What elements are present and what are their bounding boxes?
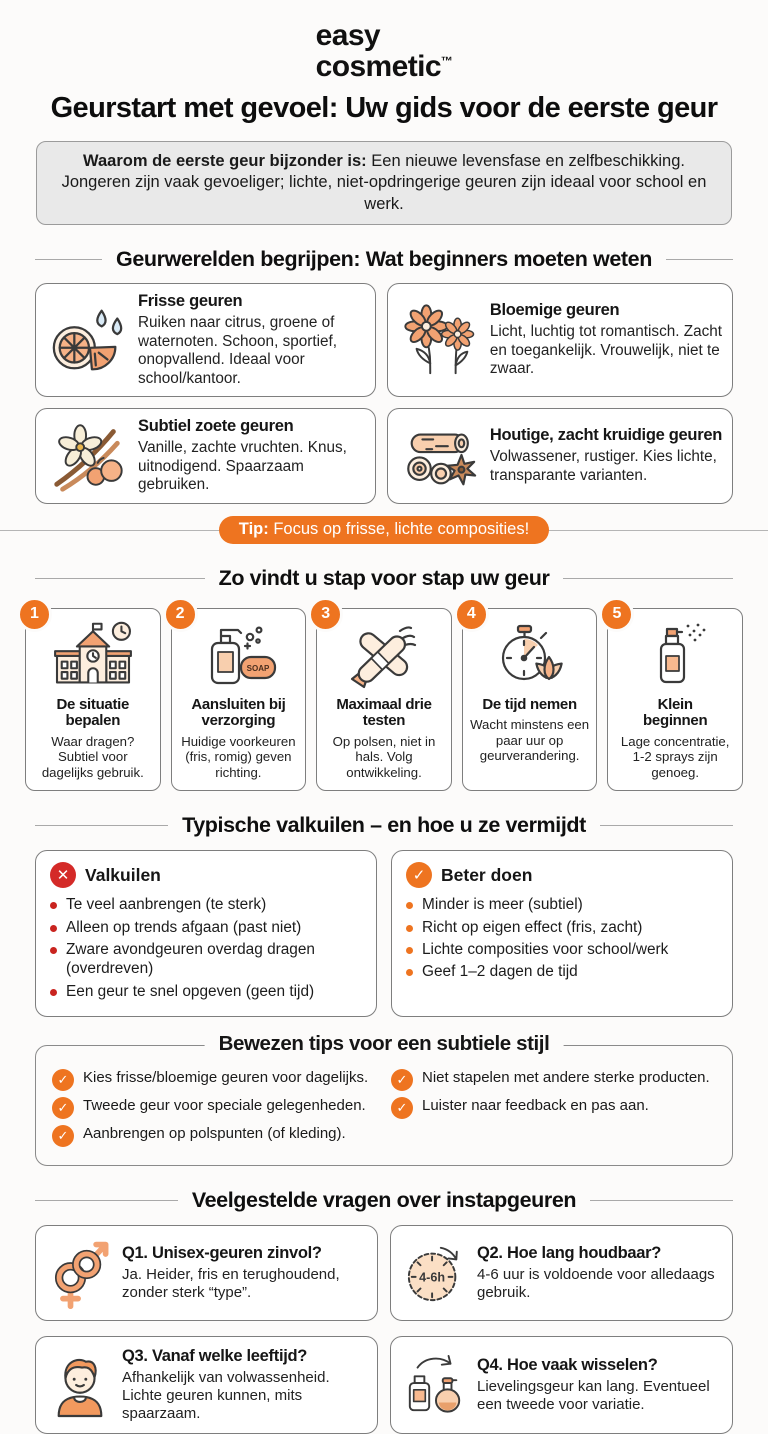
tip-item: ✓ Aanbrengen op polspunten (of kleding). <box>52 1125 377 1147</box>
unisex-icon <box>48 1236 112 1310</box>
faq-question: Q4. Hoe vaak wisselen? <box>477 1356 658 1375</box>
brand-line2: cosmetic™ <box>315 50 453 84</box>
intro-body: Een nieuwe levensfase en zelfbeschikking. Jongeren zijn vaak gevoeliger; lichte, niet-opdringerige geuren zijn ideaal voor school en werk. <box>61 151 707 213</box>
bullet-dot <box>406 947 413 954</box>
world-card-title: Subtiel zoete geuren <box>138 417 294 436</box>
cross-icon: ✕ <box>50 862 76 888</box>
step-title: De tijd nemen <box>482 695 577 713</box>
list-item: Richt op eigen effect (fris, zacht) <box>406 918 718 937</box>
svg-text:4-6h: 4-6h <box>419 1271 446 1286</box>
list-item: Een geur te snel opgeven (geen tijd) <box>50 982 362 1001</box>
tips-heading: Bewezen tips voor een subtiele stijl <box>205 1032 564 1056</box>
faq-answer: Lievelingsgeur kan lang. Eventueel een tweede voor variatie. <box>477 1378 710 1414</box>
list-item: Te veel aanbrengen (te sterk) <box>50 895 362 914</box>
tip-item: ✓ Tweede geur voor speciale gelegenheden. <box>52 1097 377 1119</box>
check-icon: ✓ <box>52 1097 74 1119</box>
faq-question: Q1. Unisex-geuren zinvol? <box>122 1244 322 1263</box>
faq-card-q2 <box>390 1225 733 1321</box>
bullet-dot <box>50 925 57 932</box>
spray-icon <box>613 619 737 691</box>
tip-pill <box>219 516 549 544</box>
step-number-badge: 2 <box>163 597 198 632</box>
faq-card-q1 <box>35 1225 378 1321</box>
step-card-1 <box>25 605 161 792</box>
bullet-dot <box>406 902 413 909</box>
faq-question: Q3. Vanaf welke leeftijd? <box>122 1347 308 1366</box>
vanilla-fruit-icon <box>46 419 130 493</box>
soap-icon <box>177 619 301 691</box>
stopwatch-icon <box>468 619 592 691</box>
world-card-text: Vanille, zachte vruchten. Knus, uitnodigend. Spaarzaam gebruiken. <box>138 439 347 494</box>
step-number-badge: 5 <box>599 597 634 632</box>
tip-label: Tip: <box>238 519 269 538</box>
step-text: Lage concentratie, 1-2 sprays zijn genoeg. <box>620 733 730 780</box>
intro-lead: Waarom de eerste geur bijzonder is: <box>83 151 367 170</box>
pitfalls-card <box>35 850 377 1017</box>
pitfalls-card-title: Valkuilen <box>85 864 161 885</box>
bullet-dot <box>50 902 57 909</box>
tips-left-column <box>52 1066 377 1153</box>
step-number-badge: 4 <box>454 597 489 632</box>
bullet-dot <box>406 969 413 976</box>
faq-grid <box>35 1225 733 1434</box>
bottles-swap-icon <box>403 1352 467 1418</box>
bullet-dot <box>50 989 57 996</box>
list-item: Geef 1–2 dagen de tijd <box>406 962 718 981</box>
step-text: Wacht minstens een paar uur op geurverandering. <box>470 717 590 764</box>
step-text: Huidige voorkeuren (fris, romig) geven richting. <box>181 733 296 780</box>
check-icon: ✓ <box>406 862 432 888</box>
step-card-4 <box>462 605 598 792</box>
list-item: Zware avondgeuren overdag dragen (overdreven) <box>50 940 362 979</box>
world-card-title: Houtige, zacht kruidige geuren <box>489 426 722 445</box>
faq-card-q4 <box>390 1336 733 1434</box>
check-icon: ✓ <box>391 1069 413 1091</box>
world-card-title: Frisse geuren <box>138 292 243 311</box>
faq-card-q3 <box>35 1336 378 1434</box>
flowers-icon <box>398 302 482 378</box>
step-title: Maximaal drie testen <box>336 695 432 730</box>
worlds-grid <box>35 283 733 504</box>
steps-heading: Zo vindt u stap voor stap uw geur <box>35 566 733 591</box>
tips-right-column <box>391 1066 716 1153</box>
trademark-symbol: ™ <box>440 54 453 69</box>
step-title: De situatie bepalen <box>56 695 130 730</box>
pitfalls-grid <box>35 850 733 1017</box>
faq-answer: 4-6 uur is voldoende voor alledaags gebruik. <box>477 1266 715 1302</box>
tips-box <box>35 1032 733 1166</box>
tip-text: Focus op frisse, lichte composities! <box>273 519 530 538</box>
bullet-dot <box>50 947 57 954</box>
pitfalls-heading: Typische valkuilen – en hoe u ze vermijdt <box>35 813 733 838</box>
bullet-dot <box>406 925 413 932</box>
world-card-text: Licht, luchtig tot romantisch. Zacht en toegankelijk. Vrouwelijk, niet te zwaar. <box>489 323 722 378</box>
step-card-5 <box>607 605 743 792</box>
step-title: Klein beginnen <box>643 695 708 730</box>
world-card-floral <box>387 283 733 397</box>
step-text: Op polsen, niet in hals. Volg ontwikkeling. <box>332 733 436 780</box>
tip-item: ✓ Kies frisse/bloemige geuren voor dagelijks. <box>52 1069 377 1091</box>
better-card <box>391 850 733 1017</box>
step-number-badge: 3 <box>308 597 343 632</box>
faq-answer: Ja. Heider, fris en terughoudend, zonder sterk “type”. <box>122 1266 340 1302</box>
clock-icon <box>403 1240 467 1306</box>
intro-box <box>36 141 732 225</box>
tip-item: ✓ Niet stapelen met andere sterke producten. <box>391 1069 716 1091</box>
page-title: Geurstart met gevoel: Uw gids voor de eerste geur <box>50 92 718 125</box>
faq-answer: Afhankelijk van volwassenheid. Lichte geuren kunnen, mits spaarzaam. <box>122 1369 330 1423</box>
world-card-fresh <box>35 283 376 397</box>
faq-heading: Veelgestelde vragen over instapgeuren <box>35 1188 733 1213</box>
check-icon: ✓ <box>391 1097 413 1119</box>
svg-text:SOAP: SOAP <box>247 663 270 673</box>
step-number-badge: 1 <box>17 597 52 632</box>
world-card-woody <box>387 408 733 504</box>
check-icon: ✓ <box>52 1125 74 1147</box>
world-card-sweet <box>35 408 376 504</box>
world-card-text: Volwassener, rustiger. Kies lichte, transparante varianten. <box>489 448 717 484</box>
step-card-3 <box>316 605 452 792</box>
step-card-2 <box>171 605 307 792</box>
brand-logo <box>0 0 768 82</box>
wrists-icon <box>322 619 446 691</box>
check-icon: ✓ <box>52 1069 74 1091</box>
tip-row <box>0 516 768 544</box>
list-item: Minder is meer (subtiel) <box>406 895 718 914</box>
wood-spice-icon <box>398 419 482 493</box>
tip-item: ✓ Luister naar feedback en pas aan. <box>391 1097 716 1119</box>
list-item: Alleen op trends afgaan (past niet) <box>50 918 362 937</box>
step-title: Aansluiten bij verzorging <box>191 695 286 730</box>
world-card-text: Ruiken naar citrus, groene of waternoten. Schoon, sportief, onopvallend. Ideaal voor school/kantoor. <box>138 314 337 387</box>
faq-question: Q2. Hoe lang houdbaar? <box>477 1244 662 1263</box>
better-card-title: Beter doen <box>441 864 533 885</box>
steps-grid <box>25 605 743 792</box>
brand-line1: easy <box>315 19 380 52</box>
world-card-title: Bloemige geuren <box>489 301 620 320</box>
school-icon <box>31 619 155 691</box>
step-text: Waar dragen? Subtiel voor dagelijks gebruik. <box>41 733 144 780</box>
worlds-heading: Geurwerelden begrijpen: Wat beginners moeten weten <box>35 247 733 272</box>
person-icon <box>48 1352 112 1418</box>
list-item: Lichte composities voor school/werk <box>406 940 718 959</box>
citrus-water-icon <box>46 302 130 378</box>
